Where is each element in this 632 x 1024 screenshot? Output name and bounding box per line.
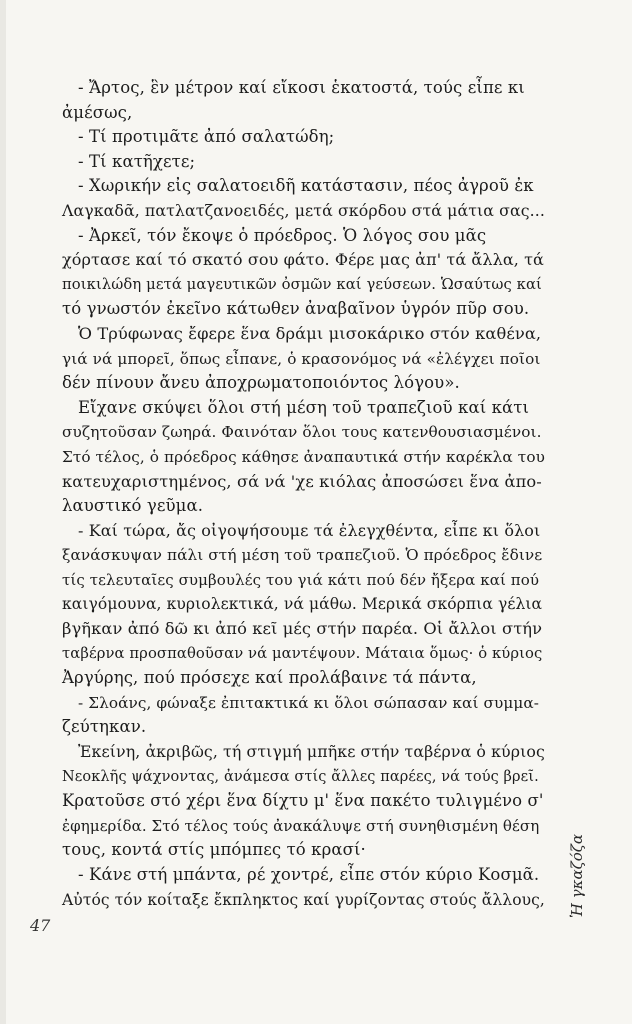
text-line: τους, κοντά στίς μπόμπες τό κρασί· [62,840,366,860]
text-line: - Τί προτιμᾶτε ἀπό σαλατώδη; [78,127,335,147]
text-line: Στό τέλος, ὁ πρόεδρος κάθησε ἀναπαυτικά στήν καρέκλα του [62,447,545,466]
text-line: ταβέρνα προσπαθοῦσαν νά μαντέψουν. Μάταια ὅμως· ὁ κύριος [62,644,543,662]
text-line: ποικιλώδη μετά μαγευτικῶν ὀσμῶν καί γεύσεων. Ὡσαύτως καί [62,275,542,293]
text-line: χόρτασε καί τό σκατό σου φάτο. Φέρε μας ἀπ' τά ἄλλα, τά [62,250,544,270]
text-line: Ἐκείνη, ἀκριβῶς, τή στιγμή μπῆκε στήν ταβέρνα ὁ κύριος [78,742,545,762]
text-line: κατευχαριστημένος, σά νά 'χε κιόλας ἀποσώσει ἕνα ἀπο- [62,471,542,491]
text-line: ξανάσκυψαν πάλι στή μέση τοῦ τραπεζιοῦ. Ὁ πρόεδρος ἔδινε [62,546,543,565]
text-line: - Σλοάνς, φώναξε ἐπιτακτικά κι ὅλοι σώπασαν καί συμμα- [78,693,540,712]
text-line: - Τί κατῆχετε; [78,151,196,171]
text-line: γιά νά μπορεῖ, ὅπως εἶπανε, ὁ κρασονόμος νά «ἐλέγχει ποῖοι [62,349,541,368]
text-line: δέν πίνουν ἄνευ ἀποχρωματοποιόντος λόγου». [62,373,460,393]
text-line: - Κάνε στή μπάντα, ρέ χοντρέ, εἶπε στόν κύριο Κοσμᾶ. [78,865,540,884]
text-line: καιγόμουνα, κυριολεκτικά, νά μάθω. Μερικά σκόρπια γέλια [62,595,543,614]
text-line: ζεύτηκαν. [62,717,147,737]
text-line: - Ἀρκεῖ, τόν ἔκοψε ὁ πρόεδρος. Ὁ λόγος σου μᾶς [78,225,487,245]
running-head: Ἡ γκαζόζα [568,833,586,918]
text-line: τό γνωστόν ἐκεῖνο κάτωθεν ἀναβαῖνον ὑγρόν πῦρ σου. [62,299,530,319]
text-line: Ὁ Τρύφωνας ἔφερε ἕνα δράμι μισοκάρικο στόν καθένα, [78,323,542,343]
text-line: ἐφημερίδα. Στό τέλος τούς ἀνακάλυψε στή συνηθισμένη θέση [62,816,540,835]
text-line: - Χωρικήν εἰς σαλατοειδῆ κατάστασιν, πέος ἀγροῦ ἐκ [78,176,534,196]
text-line: Νεοκλῆς ψάχνοντας, ἀνάμεσα στίς ἄλλες παρέες, νά τούς βρεῖ. [62,768,539,785]
text-line: λαυστικό γεῦμα. [62,496,204,516]
page-number: 47 [30,916,51,935]
text-line: τίς τελευταῖες συμβουλές του γιά κάτι πού δέν ἤξερα καί πού [62,570,540,589]
page-gutter [0,0,6,1024]
body-text [62,76,546,912]
text-line: βγῆκαν ἀπό δῶ κι ἀπό κεῖ μές στήν παρέα. Οἱ ἄλλοι στήν [62,619,543,639]
text-line: - Ἄρτος, ἓν μέτρον καί εἴκοσι ἑκατοστά, τούς εἶπε κι [78,78,525,97]
text-line: Κρατοῦσε στό χέρι ἕνα δίχτυ μ' ἕνα πακέτο τυλιγμένο σ' [62,791,544,811]
text-line: Εἴχανε σκύψει ὅλοι στή μέση τοῦ τραπεζιοῦ καί κάτι [78,397,530,417]
text-line: συζητοῦσαν ζωηρά. Φαινόταν ὅλοι τους κατενθουσιασμένοι. [62,423,542,442]
text-line: Αὐτός τόν κοίταξε ἔκπληκτος καί γυρίζοντας στούς ἄλλους, [62,890,545,909]
text-line: Ἀργύρης, πού πρόσεχε καί προλάβαινε τά πάντα, [62,668,477,688]
text-line: Λαγκαδᾶ, πατλατζανοειδές, μετά σκόρδου στά μάτια σας... [62,200,545,220]
text-line: ἀμέσως, [62,102,133,122]
text-line: - Καί τώρα, ἄς οἰγοψήσουμε τά ἐλεγχθέντα, εἶπε κι ὅλοι [78,520,541,540]
